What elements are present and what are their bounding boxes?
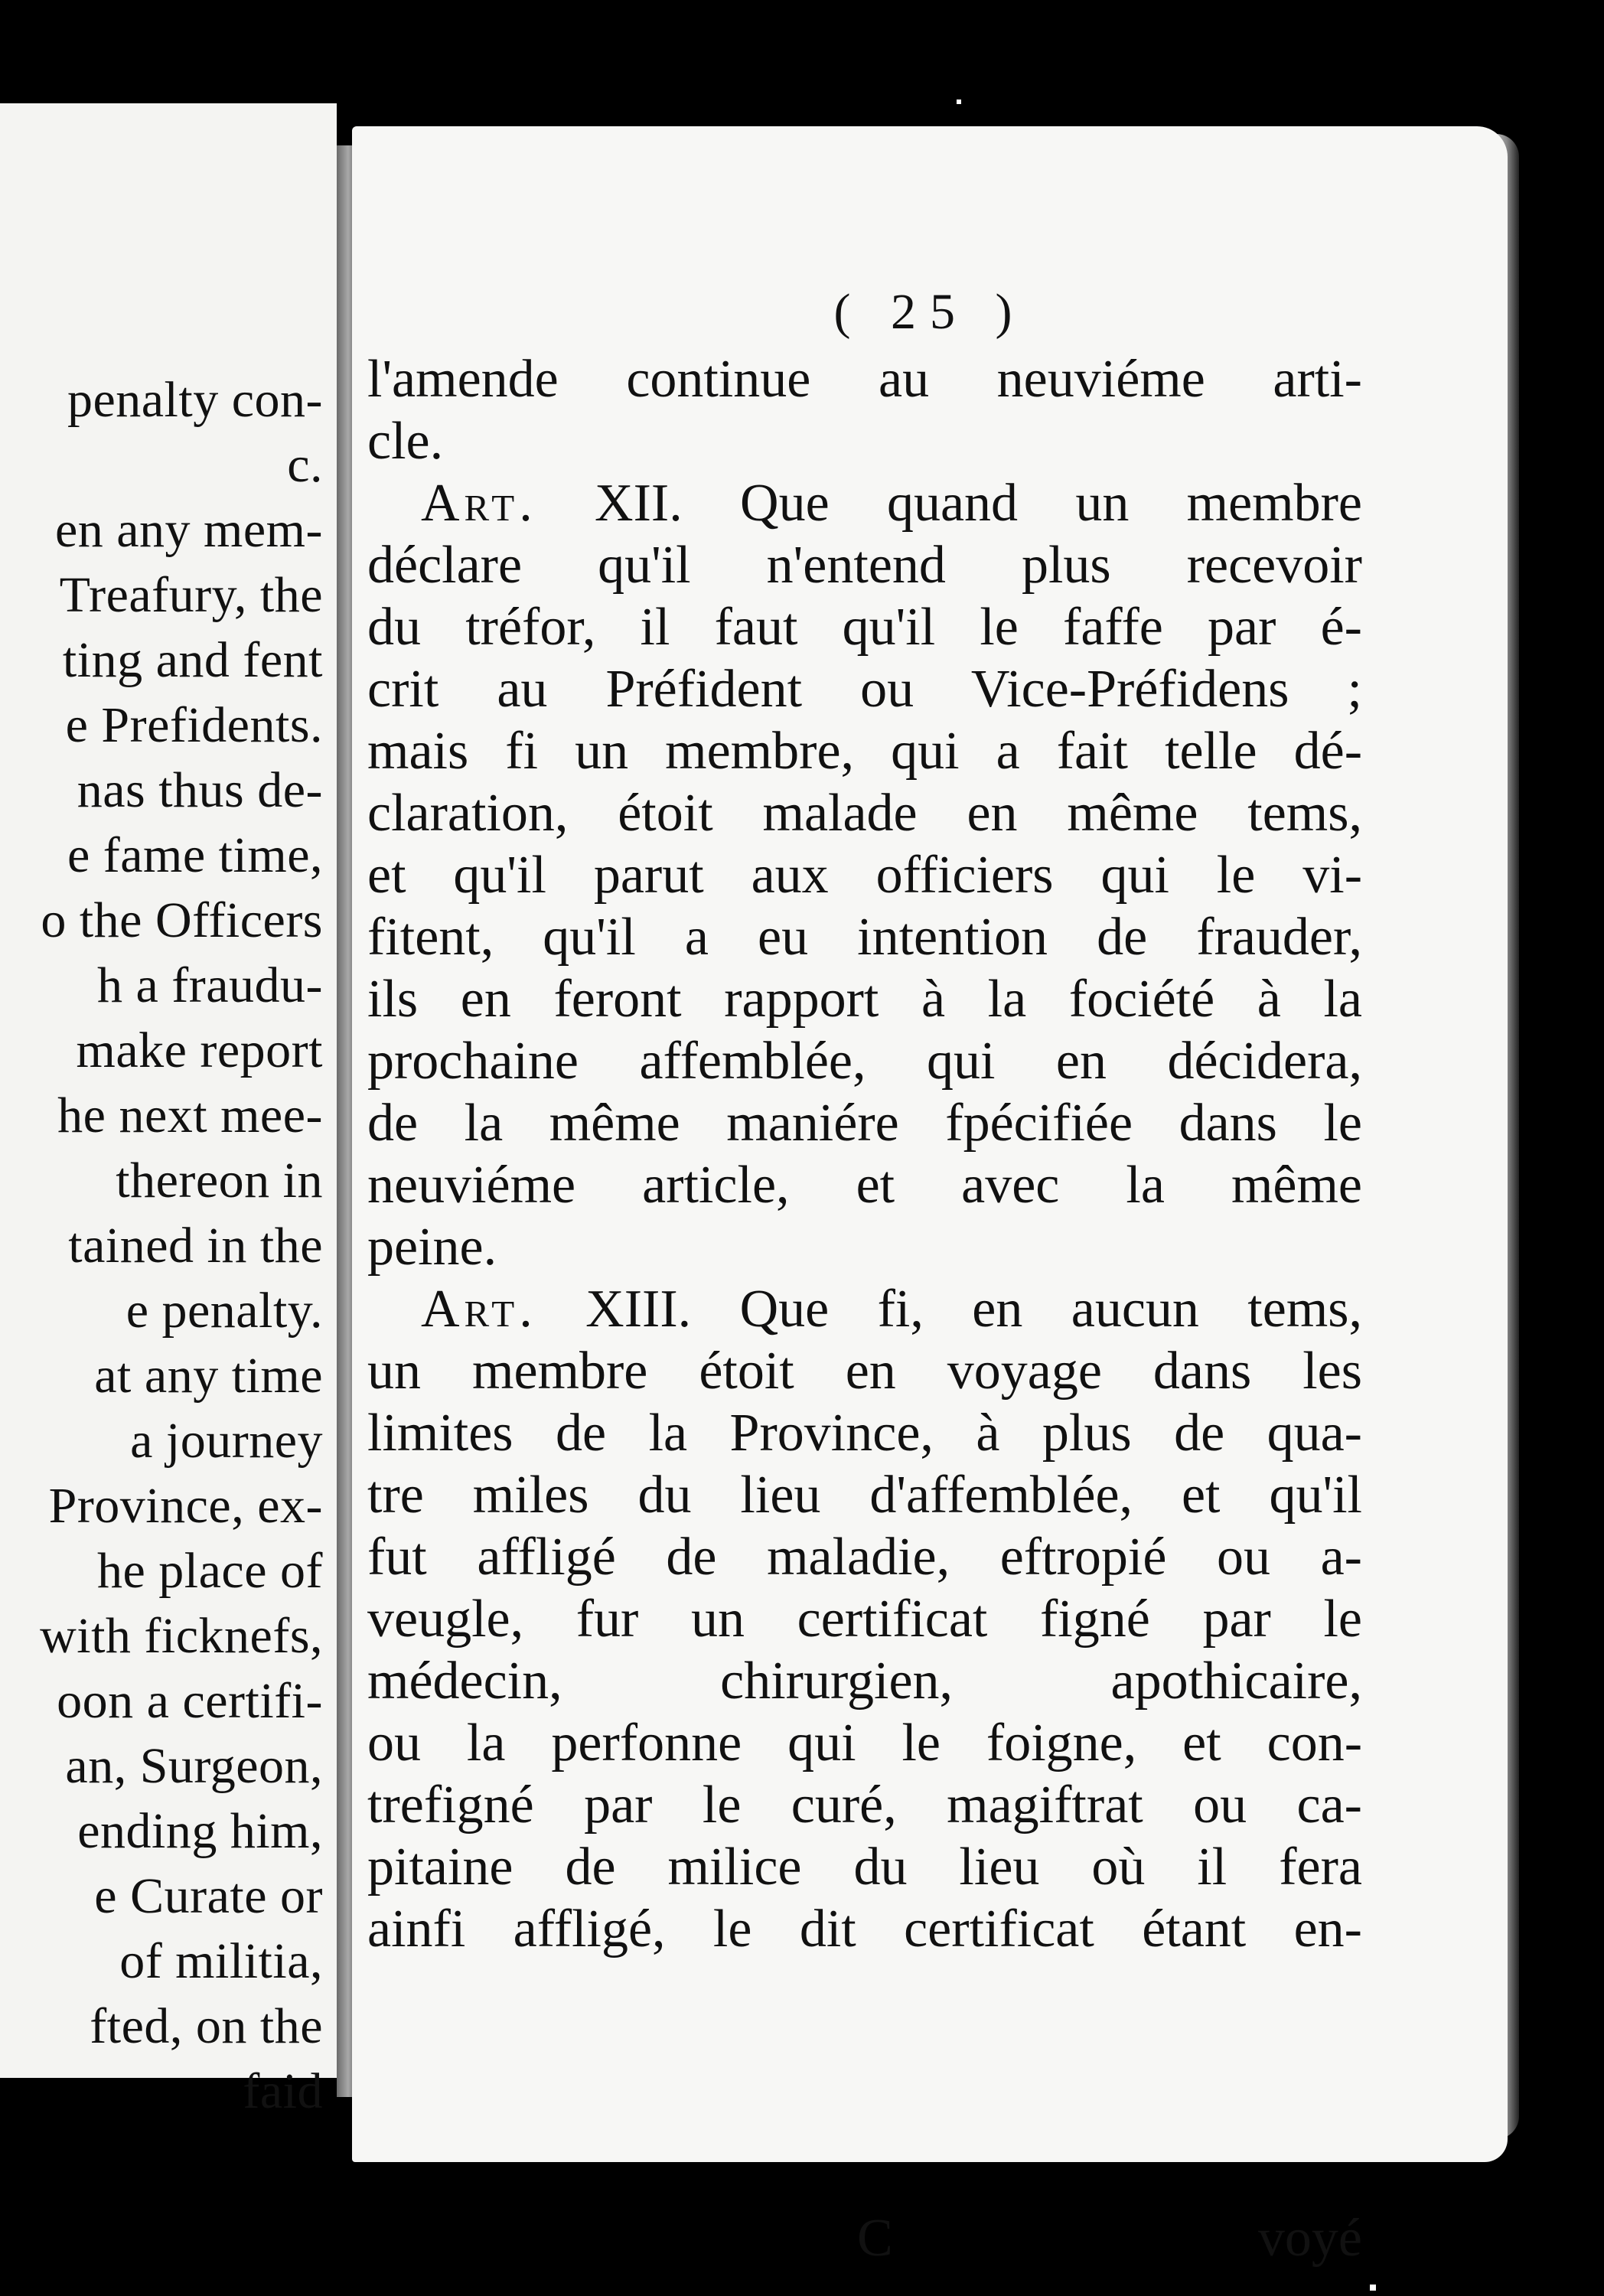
page-number: ( 25 ) <box>833 284 1026 340</box>
left-line: e fame time, <box>67 827 323 883</box>
article-label: Art. <box>421 474 537 533</box>
page-footer <box>367 2208 1362 2277</box>
left-line: c. <box>287 437 323 493</box>
text-line: cle. <box>367 412 444 471</box>
left-line: e Prefidents. <box>65 697 323 753</box>
right-page <box>352 126 1508 2268</box>
text-line: prochaine affemblée, qui en décidera, <box>367 1032 1362 1091</box>
article-first-line: Que fi, en aucun tems, <box>739 1280 1363 1339</box>
article-label: Art. <box>421 1280 537 1339</box>
left-line: en any mem- <box>54 502 323 558</box>
left-line: thereon in <box>116 1153 323 1208</box>
text-line: trefigné par le curé, magiftrat ou ca- <box>367 1776 1362 1835</box>
left-line: make report <box>76 1022 323 1078</box>
left-line: he place of <box>97 1543 323 1599</box>
text-line: fut affligé de maladie, eftropié ou a- <box>367 1528 1362 1587</box>
left-page <box>0 103 337 2119</box>
left-line: nas thus de- <box>77 762 323 818</box>
left-line: fted, on the <box>90 1998 323 2054</box>
signature-mark: C <box>857 2209 893 2268</box>
text-line: veugle, fur un certificat figné par le <box>367 1590 1362 1649</box>
left-line: o the Officers <box>41 892 323 948</box>
article-number: XII. <box>595 474 683 533</box>
article-number: XIII. <box>585 1280 692 1339</box>
left-line: an, Surgeon, <box>65 1738 323 1794</box>
left-line: with ficknefs, <box>40 1608 323 1664</box>
left-page-text <box>0 367 323 2124</box>
text-line: crit au Préfident ou Vice-Préfidens ; <box>367 660 1362 719</box>
article-heading-line <box>367 472 1362 534</box>
text-line: du tréfor, il faut qu'il le faffe par é- <box>367 598 1362 657</box>
text-line: de la même maniére fpécifiée dans le <box>367 1094 1362 1153</box>
text-line: ou la perfonne qui le foigne, et con- <box>367 1714 1362 1773</box>
left-line: Province, ex- <box>48 1478 323 1534</box>
catchword: voyé <box>1257 2209 1362 2268</box>
left-line: at any time <box>94 1348 323 1404</box>
text-line: l'amende continue au neuviéme arti- <box>367 350 1362 409</box>
left-line: e Curate or <box>94 1868 323 1924</box>
text-line: neuviéme article, et avec la même <box>367 1156 1362 1215</box>
article-heading-line <box>367 1278 1362 1340</box>
text-line: limites de la Province, à plus de qua- <box>367 1404 1362 1463</box>
text-line: fitent, qu'il a eu intention de frauder, <box>367 908 1362 967</box>
text-line: ainfi affligé, le dit certificat étant en- <box>367 1900 1362 1958</box>
text-line: tre miles du lieu d'affemblée, et qu'il <box>367 1466 1362 1525</box>
text-line: déclare qu'il n'entend plus recevoir <box>367 536 1362 595</box>
scan-speck <box>1370 2285 1376 2291</box>
text-line: un membre étoit en voyage dans les <box>367 1342 1362 1401</box>
article-first-line: Que quand un membre <box>740 474 1363 533</box>
text-line: mais fi un membre, qui a fait telle dé- <box>367 722 1362 781</box>
right-page-text <box>367 348 1362 1960</box>
left-line: of militia, <box>119 1933 323 1989</box>
left-line: e penalty. <box>126 1283 323 1339</box>
left-line: ending him, <box>77 1803 323 1859</box>
left-line: faid <box>243 2063 323 2119</box>
text-line: médecin, chirurgien, apothicaire, <box>367 1652 1362 1711</box>
left-line: oon a certifi- <box>57 1673 323 1729</box>
left-line: h a fraudu- <box>96 957 323 1013</box>
text-line: ils en feront rapport à la fociété à la <box>367 970 1362 1029</box>
text-line: peine. <box>367 1218 497 1277</box>
text-line: et qu'il parut aux officiers qui le vi- <box>367 846 1362 905</box>
left-line: Treafury, the <box>59 567 323 623</box>
text-line: claration, étoit malade en même tems, <box>367 784 1362 843</box>
scan-speck <box>957 99 961 104</box>
left-line: ting and fent <box>62 632 323 688</box>
left-line: a journey <box>130 1413 323 1469</box>
left-line: tained in the <box>68 1218 323 1274</box>
text-line: pitaine de milice du lieu où il fera <box>367 1838 1362 1896</box>
left-line: he next mee- <box>57 1088 323 1143</box>
left-line: penalty con- <box>67 372 323 428</box>
